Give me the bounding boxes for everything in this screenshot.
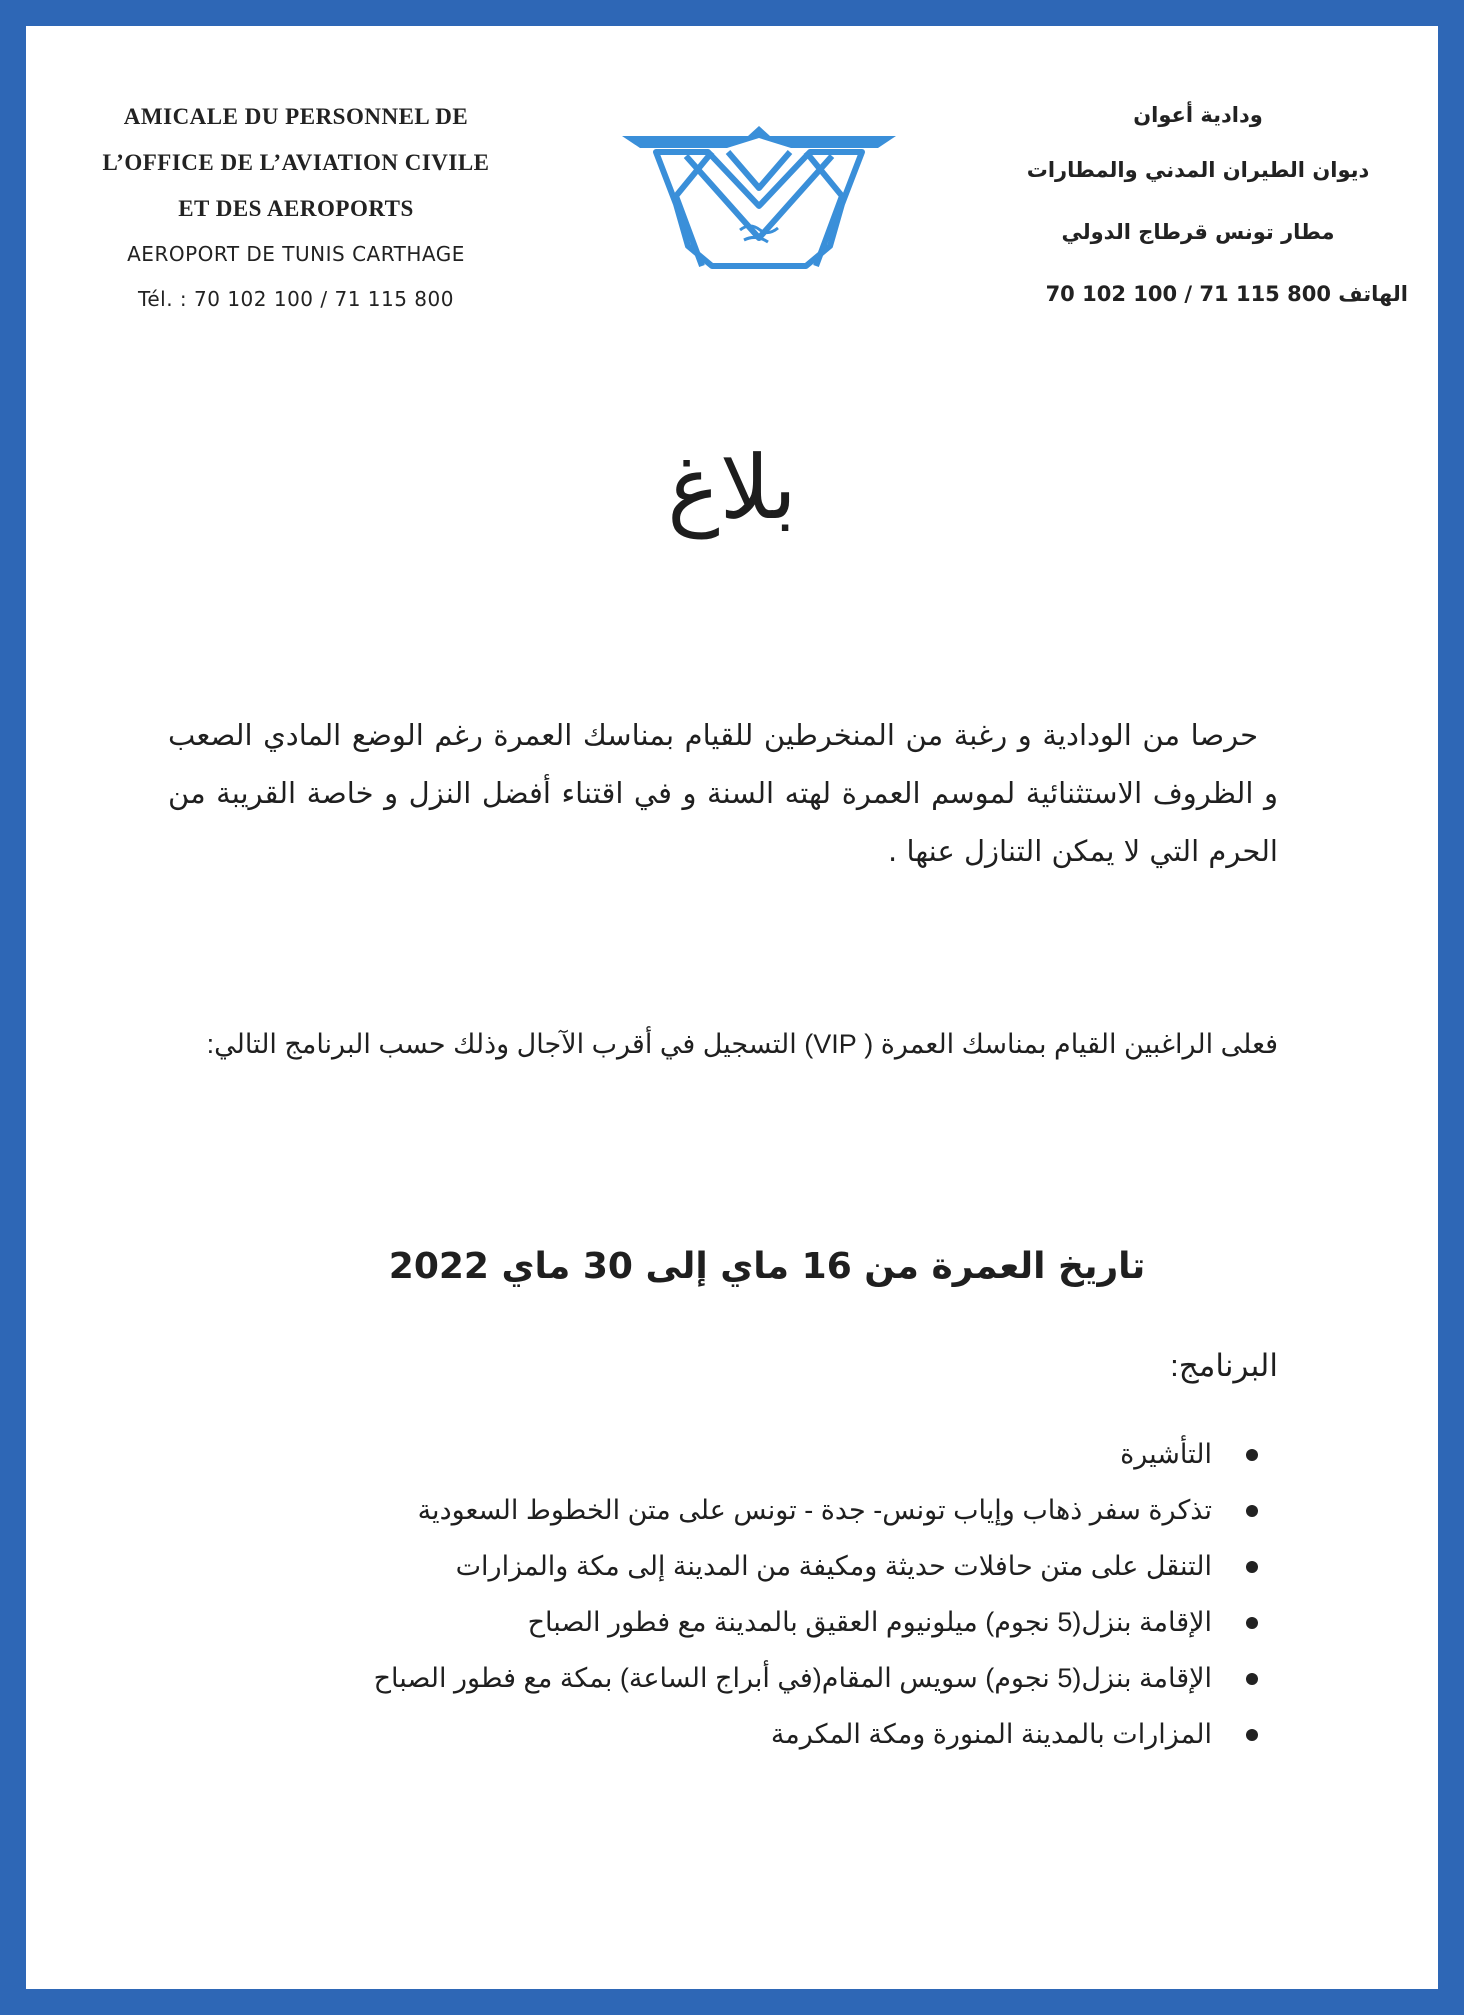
program-item-text: تذكرة سفر ذهاب وإياب تونس- جدة - تونس على متن الخطوط السعودية (417, 1495, 1212, 1525)
bullet-icon (1246, 1505, 1258, 1517)
header-left-block (86, 94, 506, 322)
program-item-visits (158, 1706, 1258, 1762)
header-left-line1: AMICALE DU PERSONNEL DE (123, 104, 469, 129)
program-list (158, 1426, 1258, 1762)
header-left-phone: Tél. : 70 102 100 / 71 115 800 (138, 287, 454, 311)
header-right-block (988, 92, 1408, 326)
header-left-line2: L’OFFICE DE L’AVIATION CIVILE (102, 150, 490, 175)
registration-paragraph: فعلى الراغبين القيام بمناسك العمرة ( VIP) التسجيل في أقرب الآجال وذلك حسب البرنامج التالي: (206, 1029, 1278, 1059)
header-right-line3: مطار تونس قرطاج الدولي (1061, 220, 1335, 244)
program-title: البرنامج: (1170, 1348, 1278, 1383)
program-item-transport (158, 1538, 1258, 1594)
program-item-text: الإقامة بنزل(5 نجوم) سويس المقام(في أبراج الساعة) بمكة مع فطور الصباح (373, 1663, 1212, 1693)
program-item-text: المزارات بالمدينة المنورة ومكة المكرمة (770, 1719, 1212, 1749)
umrah-date-heading: تاريخ العمرة من 16 ماي إلى 30 ماي 2022 (388, 1246, 1146, 1287)
bullet-icon (1246, 1561, 1258, 1573)
program-item-hotel-medina (158, 1594, 1258, 1650)
bullet-icon (1246, 1729, 1258, 1741)
program-item-text: التأشيرة (1120, 1439, 1212, 1469)
bullet-icon (1246, 1617, 1258, 1629)
program-item-hotel-mecca (158, 1650, 1258, 1706)
program-item-flight (158, 1482, 1258, 1538)
program-item-text: الإقامة بنزل(5 نجوم) ميلونيوم العقيق بالمدينة مع فطور الصباح (527, 1607, 1212, 1637)
program-item-text: التنقل على متن حافلات حديثة ومكيفة من المدينة إلى مكة والمزارات (455, 1551, 1212, 1581)
header-right-line1: ودادية أعوان (1133, 103, 1263, 127)
document-page (26, 26, 1438, 1989)
amicale-logo-icon (616, 116, 902, 276)
header-left-line3: ET DES AEROPORTS (178, 196, 414, 221)
bullet-icon (1246, 1449, 1258, 1461)
header-right-line2: ديوان الطيران المدني والمطارات (1026, 158, 1370, 182)
announcement-title: بلاغ (667, 436, 797, 539)
intro-paragraph: حرصا من الودادية و رغبة من المنخرطين للقيام بمناسك العمرة رغم الوضع المادي الصعب و الظروف الاستثنائية لموسم العمرة لهته السنة و في اقتناء أفضل النزل و خاصة القريبة من الحرم التي لا يمكن التنازل عنها . (168, 718, 1278, 868)
header-left-line4: AEROPORT DE TUNIS CARTHAGE (127, 242, 465, 266)
header-right-phone: الهاتف 800 115 71 / 100 102 70 (1045, 282, 1408, 306)
bullet-icon (1246, 1673, 1258, 1685)
program-item-visa (158, 1426, 1258, 1482)
